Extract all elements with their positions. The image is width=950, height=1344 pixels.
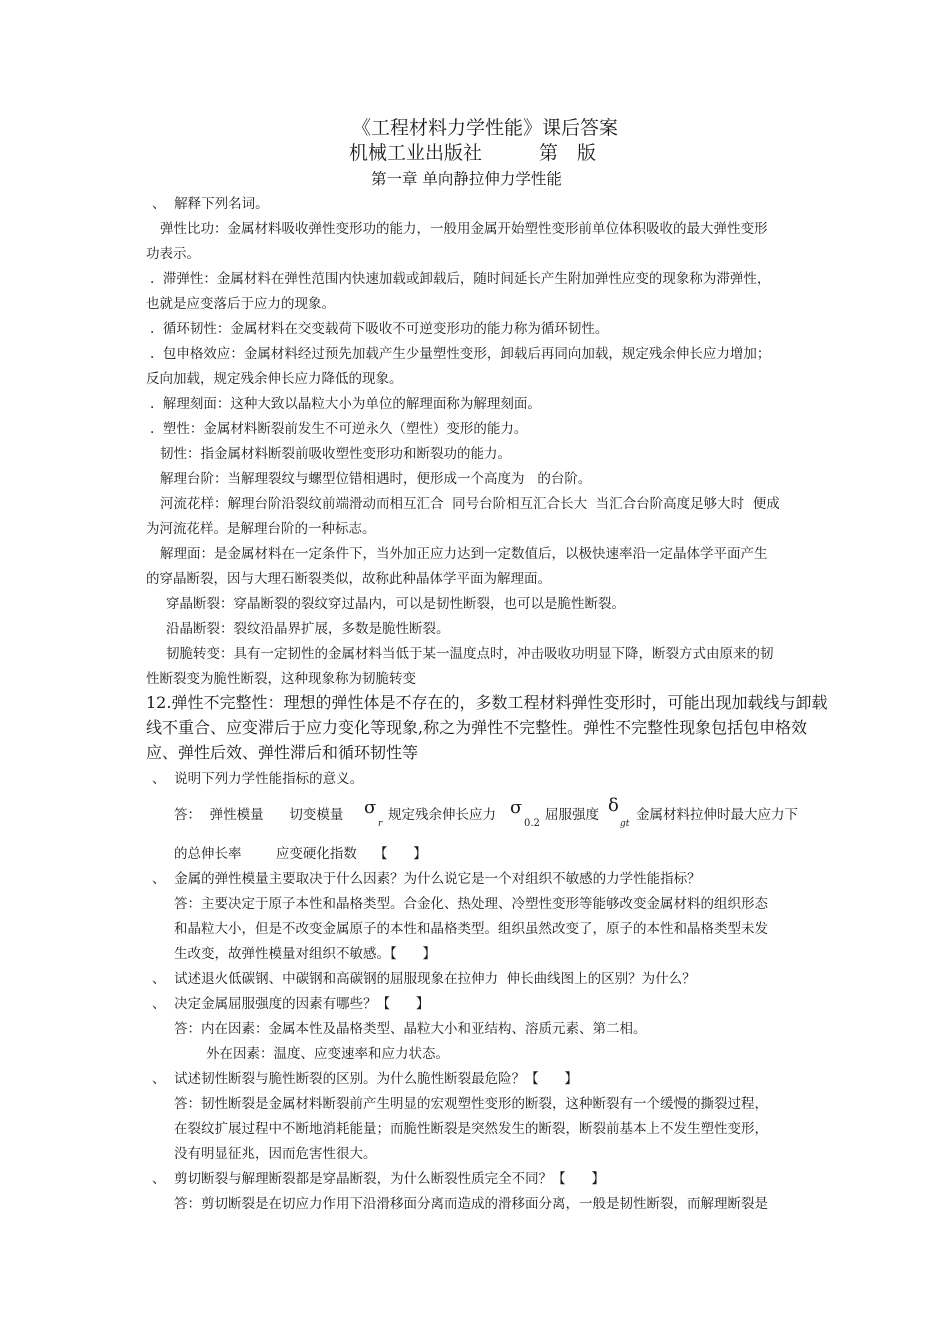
q1-line: 功表示。 [146,246,200,262]
document-title: 《工程材料力学性能》课后答案 [352,117,619,139]
q5-answer-line: 外在因素：温度、应变速率和应力状态。 [206,1046,449,1062]
q6-answer-line: 在裂纹扩展过程中不断地消耗能量；而脆性断裂是突然发生的断裂，断裂前基本上不发生塑性变形， [174,1121,768,1137]
q1-line: 韧性：指金属材料断裂前吸收塑性变形功和断裂功的能力。 [160,446,511,462]
q2-heading: 、 说明下列力学性能指标的意义。 [152,771,364,787]
sigma-r-symbol: σ [364,797,377,818]
q1-item12-line: 应、弹性后效、弹性滞后和循环韧性等 [146,743,419,762]
q1-line: 弹性比功：金属材料吸收弹性变形功的能力，一般用金属开始塑性变形前单位体积吸收的最大弹性变形 [160,221,768,237]
q5-answer-line: 答：内在因素：金属本性及晶格类型、晶粒大小和亚结构、溶质元素、第二相。 [174,1021,647,1037]
q1-line: . 解理刻面：这种大致以晶粒大小为单位的解理面称为解理刻面。 [150,396,541,412]
q3-answer-line: 生改变，故弹性模量对组织不敏感。【 】 [174,946,436,962]
q5-question: 、 决定金属屈服强度的因素有哪些？【 】 [152,996,430,1012]
q3-question: 、 金属的弹性模量主要取决于什么因素？为什么说它是一个对组织不敏感的力学性能指标？ [152,871,701,887]
q1-line: 解理台阶：当解理裂纹与螺型位错相遇时，便形成一个高度为 的台阶。 [160,471,592,487]
q2-answer-line2: 的总伸长率 应变硬化指数 【 】 [174,846,427,862]
delta-gt-symbol: δ [608,795,619,816]
q1-heading: 、 解释下列名词。 [152,196,269,212]
q2-answer-part-c: 屈服强度 [545,807,599,823]
q1-line: . 循环韧性：金属材料在交变载荷下吸收不可逆变形功的能力称为循环韧性。 [150,321,609,337]
q2-answer-part-a: 答： 弹性模量 切变模量 [174,807,344,823]
q7-question: 、 剪切断裂与解理断裂都是穿晶断裂，为什么断裂性质完全不同？【 】 [152,1171,605,1187]
q2-answer-part-d: 金属材料拉伸时最大应力下 [636,807,798,823]
q1-line: 的穿晶断裂，因与大理石断裂类似，故称此种晶体学平面为解理面。 [146,571,551,587]
q4-question: 、 试述退火低碳钢、中碳钢和高碳钢的屈服现象在拉伸力 伸长曲线图上的区别？为什么？ [152,971,696,987]
q1-line: 也就是应变落后于应力的现象。 [146,296,335,312]
q1-line: . 滞弹性：金属材料在弹性范围内快速加载或卸载后，随时间延长产生附加弹性应变的现象称为滞弹性， [150,271,771,287]
q1-item12-line: 线不重合、应变滞后于应力变化等现象,称之为弹性不完整性。弹性不完整性现象包括包申格效 [146,718,808,737]
q1-line: 解理面：是金属材料在一定条件下，当外加正应力达到一定数值后，以极快速率沿一定晶体学平面产生 [160,546,768,562]
sigma-02-symbol: σ [510,797,523,818]
sigma-02-subscript: 0.2 [524,818,540,829]
q1-line: 河流花样：解理台阶沿裂纹前端滑动而相互汇合 同号台阶相互汇合长大 当汇合台阶高度足够大时 便成 [160,496,780,512]
sigma-r-subscript: r [378,819,383,829]
publisher-line: 机械工业出版社 第 版 [349,142,597,164]
q7-answer-line: 答：剪切断裂是在切应力作用下沿滑移面分离而造成的滑移面分离，一般是韧性断裂，而解理断裂是 [174,1196,768,1212]
q1-item12-line: 12.弹性不完整性：理想的弹性体是不存在的，多数工程材料弹性变形时，可能出现加载线与卸载 [146,693,828,712]
q6-answer-line: 没有明显征兆，因而危害性很大。 [174,1146,377,1162]
q3-answer-line: 和晶粒大小，但是不改变金属原子的本性和晶格类型。组织虽然改变了，原子的本性和晶格类型未发 [174,921,768,937]
q1-line: 反向加载，规定残余伸长应力降低的现象。 [146,371,403,387]
q1-line: 韧脆转变：具有一定韧性的金属材料当低于某一温度点时，冲击吸收功明显下降，断裂方式由原来的韧 [166,646,774,662]
q1-line: 沿晶断裂：裂纹沿晶界扩展，多数是脆性断裂。 [166,621,450,637]
q1-line: 性断裂变为脆性断裂，这种现象称为韧脆转变 [146,671,416,687]
q1-line: 为河流花样。是解理台阶的一种标志。 [146,521,376,537]
chapter-title: 第一章 单向静拉伸力学性能 [371,170,562,188]
q3-answer-line: 答：主要决定于原子本性和晶格类型。合金化、热处理、冷塑性变形等能够改变金属材料的组织形态 [174,896,768,912]
q6-question: 、 试述韧性断裂与脆性断裂的区别。为什么脆性断裂最危险？【 】 [152,1071,578,1087]
q1-line: 穿晶断裂：穿晶断裂的裂纹穿过晶内，可以是韧性断裂，也可以是脆性断裂。 [166,596,625,612]
delta-gt-subscript: gt [620,819,630,829]
q1-line: . 塑性：金属材料断裂前发生不可逆永久（塑性）变形的能力。 [150,421,528,437]
q1-line: . 包申格效应：金属材料经过预先加载产生少量塑性变形，卸载后再同向加载，规定残余伸长应力增加； [150,346,771,362]
q2-answer-part-b: 规定残余伸长应力 [388,807,496,823]
q6-answer-line: 答：韧性断裂是金属材料断裂前产生明显的宏观塑性变形的断裂，这种断裂有一个缓慢的撕裂过程， [174,1096,768,1112]
